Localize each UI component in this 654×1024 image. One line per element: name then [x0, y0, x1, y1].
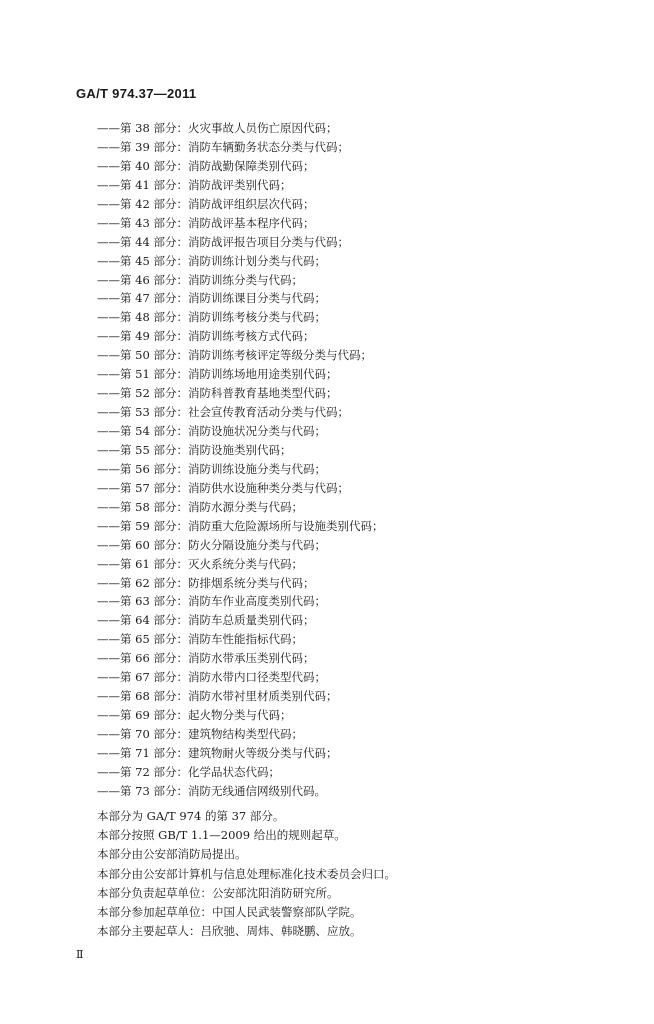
- list-item: ——第 50 部分：消防训练考核评定等级分类与代码；: [97, 348, 372, 363]
- list-item: ——第 64 部分：消防车总质量类别代码；: [97, 613, 315, 628]
- foreword-note: 本部分按照 GB/T 1.1—2009 给出的规则起草。: [97, 828, 346, 843]
- list-item: ——第 52 部分：消防科普教育基地类型代码；: [97, 386, 338, 401]
- list-item: ——第 46 部分：消防训练分类与代码；: [97, 272, 303, 287]
- list-item: ——第 70 部分：建筑物结构类型代码；: [97, 727, 303, 741]
- foreword-notes: [97, 807, 617, 941]
- list-item: ——第 51 部分：消防训练场地用途类别代码；: [97, 367, 338, 382]
- list-item: ——第 39 部分：消防车辆勤务状态分类与代码；: [97, 139, 349, 154]
- list-item: ——第 40 部分：消防战勤保障类别代码；: [97, 158, 315, 173]
- page-number: Ⅱ: [76, 948, 84, 961]
- list-item: ——第 53 部分：社会宣传教育活动分类与代码；: [97, 405, 349, 420]
- list-item: ——第 67 部分：消防水带内口径类型代码；: [97, 670, 326, 685]
- foreword-note: 本部分主要起草人：吕欣驰、周炜、韩晓鹏、应放。: [97, 924, 362, 939]
- list-item: ——第 42 部分：消防战评组织层次代码；: [97, 196, 315, 211]
- foreword-note: 本部分由公安部计算机与信息处理标准化技术委员会归口。: [97, 866, 396, 881]
- list-item: ——第 62 部分：防排烟系统分类与代码；: [97, 575, 315, 590]
- list-item: ——第 43 部分：消防战评基本程序代码；: [97, 215, 315, 230]
- parts-list: [97, 119, 617, 801]
- list-item: ——第 65 部分：消防车性能指标代码；: [97, 632, 303, 647]
- list-item: ——第 61 部分：灭火系统分类与代码；: [97, 556, 303, 571]
- foreword-note: 本部分负责起草单位：公安部沈阳消防研究所。: [97, 885, 339, 900]
- list-item: ——第 54 部分：消防设施状况分类与代码；: [97, 424, 326, 438]
- list-item: ——第 47 部分：消防训练课目分类与代码；: [97, 291, 326, 306]
- list-item: ——第 63 部分：消防车作业高度类别代码；: [97, 594, 326, 609]
- list-item: ——第 69 部分：起火物分类与代码；: [97, 708, 292, 723]
- list-item: ——第 56 部分：消防训练设施分类与代码；: [97, 461, 326, 476]
- foreword-note: 本部分为 GA/T 974 的第 37 部分。: [97, 809, 285, 823]
- list-item: ——第 55 部分：消防设施类别代码；: [97, 442, 292, 457]
- list-item: ——第 60 部分：防火分隔设施分类与代码；: [97, 537, 326, 552]
- list-item: ——第 58 部分：消防水源分类与代码；: [97, 499, 303, 514]
- list-item: ——第 57 部分：消防供水设施种类分类与代码；: [97, 480, 349, 495]
- list-item: ——第 59 部分：消防重大危险源场所与设施类别代码；: [97, 518, 384, 533]
- list-item: ——第 73 部分：消防无线通信网级别代码。: [97, 783, 326, 798]
- list-item: ——第 45 部分：消防训练计划分类与代码；: [97, 253, 326, 268]
- list-item: ——第 41 部分：消防战评类别代码；: [97, 177, 292, 192]
- list-item: ——第 72 部分：化学品状态代码；: [97, 764, 280, 779]
- list-item: ——第 66 部分：消防水带承压类别代码；: [97, 651, 315, 666]
- list-item: ——第 68 部分：消防水带衬里材质类别代码；: [97, 689, 338, 704]
- foreword-note: 本部分参加起草单位：中国人民武装警察部队学院。: [97, 904, 362, 919]
- list-item: ——第 48 部分：消防训练考核分类与代码；: [97, 310, 326, 325]
- standard-code-header: GA/T 974.37—2011: [76, 86, 197, 101]
- list-item: ——第 49 部分：消防训练考核方式代码；: [97, 329, 315, 344]
- list-item: ——第 38 部分：火灾事故人员伤亡原因代码；: [97, 121, 338, 135]
- list-item: ——第 44 部分：消防战评报告项目分类与代码；: [97, 234, 349, 249]
- foreword-note: 本部分由公安部消防局提出。: [97, 847, 247, 862]
- list-item: ——第 71 部分：建筑物耐火等级分类与代码；: [97, 745, 338, 760]
